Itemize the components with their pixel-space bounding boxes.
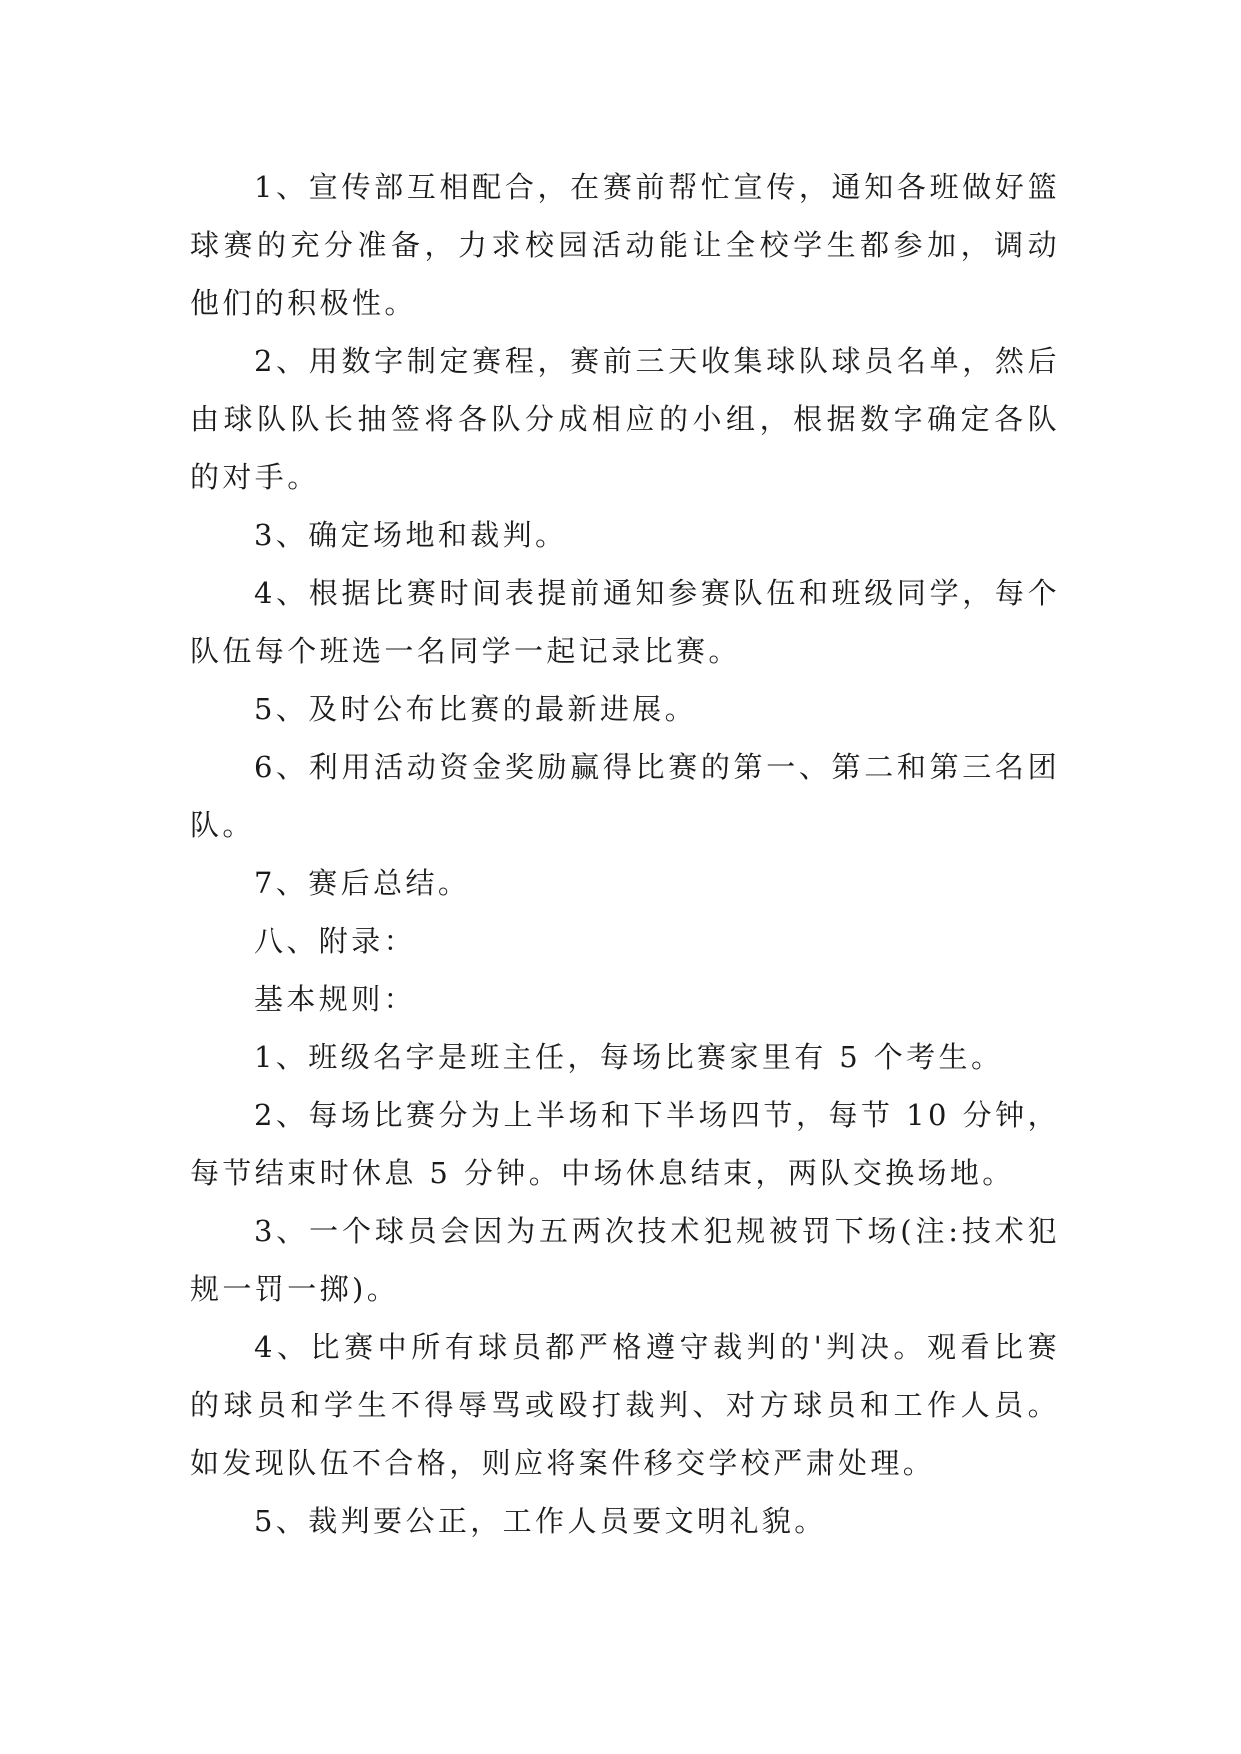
- paragraph-schedule: 2、用数字制定赛程，赛前三天收集球队球员名单，然后由球队队长抽签将各队分成相应的小组，根据数字确定各队的对手。: [190, 344, 1060, 494]
- paragraph-publicity: 1、宣传部互相配合，在赛前帮忙宣传，通知各班做好篮球赛的充分准备，力求校园活动能让全校学生都参加，调动他们的积极性。: [190, 170, 1060, 320]
- rule-fair-officiating: 5、裁判要公正，工作人员要文明礼貌。: [254, 1504, 827, 1538]
- rule-referee-respect: 4、比赛中所有球员都严格遵守裁判的'判决。观看比赛的球员和学生不得辱骂或殴打裁判、对方球员和工作人员。如发现队伍不合格，则应将案件移交学校严肃处理。: [190, 1330, 1060, 1480]
- paragraph-notify-teams: 4、根据比赛时间表提前通知参赛队伍和班级同学，每个队伍每个班选一名同学一起记录比赛。: [190, 576, 1060, 668]
- paragraph-awards: 6、利用活动资金奖励赢得比赛的第一、第二和第三名团队。: [190, 750, 1060, 842]
- subheading-basic-rules: 基本规则：: [254, 982, 417, 1016]
- section-heading-appendix: 八、附录：: [254, 924, 417, 958]
- paragraph-publish-progress: 5、及时公布比赛的最新进展。: [254, 692, 698, 726]
- document-body: [190, 158, 1060, 1550]
- rule-game-timing: 2、每场比赛分为上半场和下半场四节，每节 10 分钟，每节结束时休息 5 分钟。中场休息结束，两队交换场地。: [190, 1098, 1060, 1190]
- rule-team-composition: 1、班级名字是班主任，每场比赛家里有 5 个考生。: [254, 1040, 1004, 1074]
- rule-technical-fouls: 3、一个球员会因为五两次技术犯规被罚下场(注:技术犯规一罚一掷)。: [190, 1214, 1060, 1306]
- paragraph-summary: 7、赛后总结。: [254, 866, 471, 900]
- paragraph-venue-referee: 3、确定场地和裁判。: [254, 518, 568, 552]
